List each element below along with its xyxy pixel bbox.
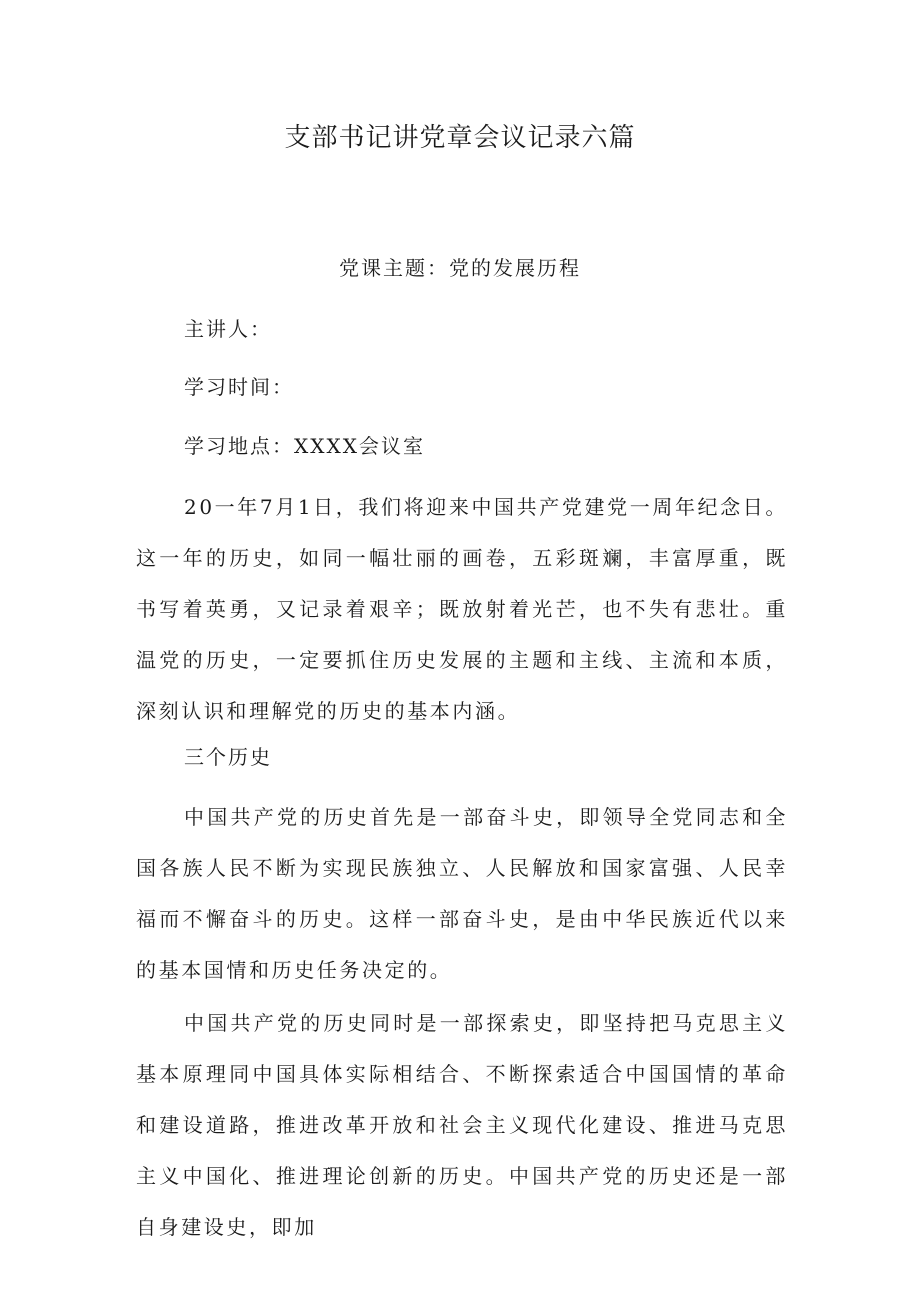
intro-paragraph: 20一年7月1日，我们将迎来中国共产党建党一周年纪念日。这一年的历史，如同一幅壮丽的画卷，五彩斑斓，丰富厚重，既书写着英勇，又记录着艰辛；既放射着光芒，也不失有悲壮。重温党的历史，一定要抓住历史发展的主题和主线、主流和本质，深刻认识和理解党的历史的基本内涵。: [136, 495, 788, 723]
struggle-history-paragraph: 中国共产党的历史首先是一部奋斗史，即领导全党同志和全国各族人民不断为实现民族独立、人民解放和国家富强、人民幸福而不懈奋斗的历史。这样一部奋斗史，是由中华民族近代以来的基本国情和历史任务决定的。: [136, 805, 788, 982]
document-title: 支部书记讲党章会议记录六篇: [284, 123, 636, 153]
section-heading: 三个历史: [184, 745, 272, 769]
lesson-subject: 党课主题：党的发展历程: [339, 256, 581, 280]
study-time-line: 学习时间：: [184, 375, 294, 399]
exploration-history-paragraph: 中国共产党的历史同时是一部探索史，即坚持把马克思主义基本原理同中国具体实际相结合、不断探索适合中国国情的革命和建设道路，推进改革开放和社会主义现代化建设、推进马克思主义中国化、推进理论创新的历史。中国共产党的历史还是一部自身建设史，即加: [136, 1011, 788, 1239]
speaker-line: 主讲人：: [184, 317, 272, 341]
study-location-line: 学习地点：XXXX会议室: [184, 434, 425, 458]
